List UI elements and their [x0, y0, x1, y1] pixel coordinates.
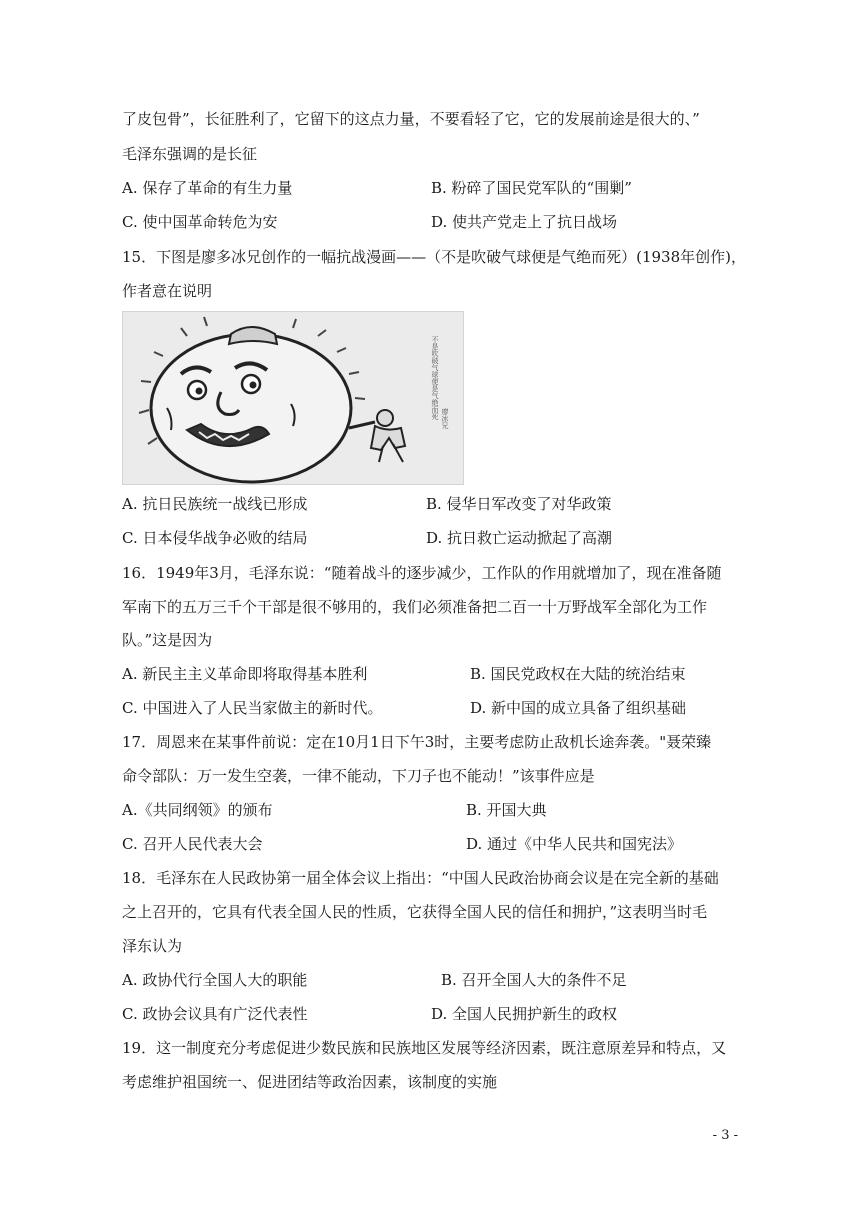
page-number: - 3 - [712, 1128, 738, 1143]
option-c: C. 中国进入了人民当家做主的新时代。 [122, 699, 383, 717]
question-16-stem-cont: 军南下的五万三千个干部是很不够用的，我们必须准备把二百一十万野战军全部化为工作 [122, 598, 708, 616]
option-a: A. 保存了革命的有生力量 [122, 179, 293, 197]
question-16-stem-cont: 队。”这是因为 [122, 631, 213, 649]
option-b: B. 召开全国人大的条件不足 [441, 971, 627, 989]
question-18-stem-cont: 泽东认为 [122, 937, 183, 955]
stem-line: 了皮包骨”，长征胜利了，它留下的这点力量，不要看轻了它，它的发展前途是很大的、” [122, 110, 700, 128]
question-15-stem-cont: 作者意在说明 [122, 282, 213, 300]
option-d: D. 新中国的成立具备了组织基础 [470, 699, 687, 717]
question-19-stem: 19．这一制度充分考虑促进少数民族和民族地区发展等经济因素，既注意原差异和特点，又 [122, 1039, 727, 1057]
option-a: A. 政协代行全国人大的职能 [122, 971, 308, 989]
option-c: C. 召开人民代表大会 [122, 835, 263, 853]
question-15-stem: 15．下图是廖多冰兄创作的一幅抗战漫画——（不是吹破气球便是气绝而死）(1938年创作)， [122, 248, 746, 266]
question-19-stem-cont: 考虑维护祖国统一、促进团结等政治因素，该制度的实施 [122, 1073, 498, 1091]
option-b: B. 侵华日军改变了对华政策 [426, 495, 612, 513]
option-c: C. 日本侵华战争必败的结局 [122, 529, 308, 547]
option-b: B. 国民党政权在大陆的统治结束 [470, 665, 686, 683]
option-d: D. 使共产党走上了抗日战场 [431, 213, 618, 231]
option-a: A. 新民主主义革命即将取得基本胜利 [122, 665, 368, 683]
option-d: D. 通过《中华人民共和国宪法》 [466, 835, 683, 853]
cartoon-image [122, 311, 464, 485]
cartoon-caption: 不是吹破气球便是气绝而死 [431, 336, 439, 420]
cartoon-signature: 廖冰兄 [441, 408, 449, 429]
option-c: C. 政协会议具有广泛代表性 [122, 1005, 308, 1023]
question-18-stem: 18．毛泽东在人民政协第一届全体会议上指出：“中国人民政治协商会议是在完全新的基础 [122, 869, 719, 887]
option-d: D. 全国人民拥护新生的政权 [431, 1005, 618, 1023]
option-b: B. 开国大典 [466, 801, 547, 819]
option-b: B. 粉碎了国民党军队的“围剿” [431, 179, 632, 197]
option-d: D. 抗日救亡运动掀起了高潮 [426, 529, 613, 547]
option-a: A. 抗日民族统一战线已形成 [122, 495, 308, 513]
option-c: C. 使中国革命转危为安 [122, 213, 278, 231]
question-18-stem-cont: 之上召开的，它具有代表全国人民的性质，它获得全国人民的信任和拥护，”这表明当时毛 [122, 903, 708, 921]
option-a: A.《共同纲领》的颁布 [122, 801, 273, 819]
stem-line: 毛泽东强调的是长征 [122, 145, 258, 163]
question-17-stem: 17．周恩来在某事件前说：定在10月1日下午3时，主要考虑防止敌机长途奔袭。"聂荣臻 [122, 733, 712, 751]
question-17-stem-cont: 命令部队：万一发生空袭，一律不能动，下刀子也不能动！”该事件应是 [122, 767, 595, 785]
question-16-stem: 16．1949年3月，毛泽东说：“随着战斗的逐步减少，工作队的作用就增加了，现在准备随 [122, 564, 722, 582]
balloon-cartoon-icon [123, 312, 463, 484]
